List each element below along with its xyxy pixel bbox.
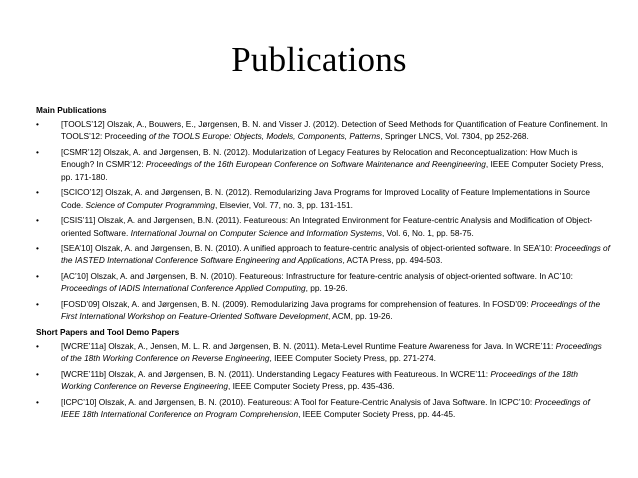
publication-item: • [ICPC’10] Olszak, A. and Jørgensen, B. N. (2010). Featureous: A Tool for Feature-Centric Analysis of Java Software. In ICPC’10: Proceedings of IEEE 18th International Conference on Program Comprehension, IEEE Computer Society Press, pp. 44-45. [36,396,610,421]
publication-item: • [CSIS’11] Olszak, A. and Jørgensen, B.N. (2011). Featureous: An Integrated Environment for Feature-centric Analysis and Modification of Object-oriented Software. International Journal on Computer Science and Information Systems, Vol. 6, No. 1, pp. 58-75. [36,214,610,239]
main-publications-list [36,118,610,323]
publication-item: • [FOSD’09] Olszak, A. and Jørgensen, B. N. (2009). Remodularizing Java programs for comprehension of features. In FOSD’09: Proceedings of the First International Workshop on Feature-Oriented Software Development, ACM, pp. 19-26. [36,298,610,323]
publication-list [36,104,610,423]
section-heading-short-papers: Short Papers and Tool Demo Papers [36,326,180,337]
publication-item: • [AC’10] Olszak, A. and Jørgensen, B. N. (2010). Featureous: Infrastructure for feature-centric analysis of object-oriented software. In AC’10: Proceedings of IADIS International Conference Applied Computing, pp. 19-26. [36,270,610,295]
section-heading-main: Main Publications [36,105,107,115]
publication-item: • [SCICO’12] Olszak, A. and Jørgensen, B. N. (2012). Remodularizing Java Programs for Improved Locality of Feature Implementations in Source Code. Science of Computer Programming, Elsevier, Vol. 77, no. 3, pp. 131-151. [36,186,610,211]
publication-item: • [WCRE’11b] Olszak, A. and Jørgensen, B. N. (2011). Understanding Legacy Features with Featureous. In WCRE’11: Proceedings of the 18th Working Conference on Reverse Engineering, IEEE Computer Society Press, pp. 435-436. [36,368,610,393]
publication-item: • [WCRE’11a] Olszak, A., Jensen, M. L. R. and Jørgensen, B. N. (2011). Meta-Level Runtime Feature Awareness for Java. In WCRE’11: Proceedings of the 18th Working Conference on Reverse Engineering, IEEE Computer Society Press, pp. 271-274. [36,340,610,365]
publication-item: • [CSMR’12] Olszak, A. and Jørgensen, B. N. (2012). Modularization of Legacy Features by Relocation and Reconceptualization: How Much is Enough? In CSMR’12: Proceedings of the 16th European Conference on Software Maintenance and Reengineering, IEEE Computer Society Press, pp. 171-180. [36,146,610,183]
short-papers-list [36,340,610,421]
publication-item: • [TOOLS’12] Olszak, A., Bouwers, E., Jørgensen, B. N. and Visser J. (2012). Detection of Seed Methods for Quantification of Feature Confinement. In TOOLS’12: Proceeding of the TOOLS Europe: Objects, Models, Components, Patterns, Springer LNCS, Vol. 7304, pp 252-268. [36,118,610,143]
page-title: Publications [231,40,407,79]
publication-item: • [SEA’10] Olszak, A. and Jørgensen, B. N. (2010). A unified approach to feature-centric analysis of object-oriented software. In SEA’10: Proceedings of the IASTED International Conference Software Engineering and Applications, ACTA Press, pp. 494-503. [36,242,610,267]
